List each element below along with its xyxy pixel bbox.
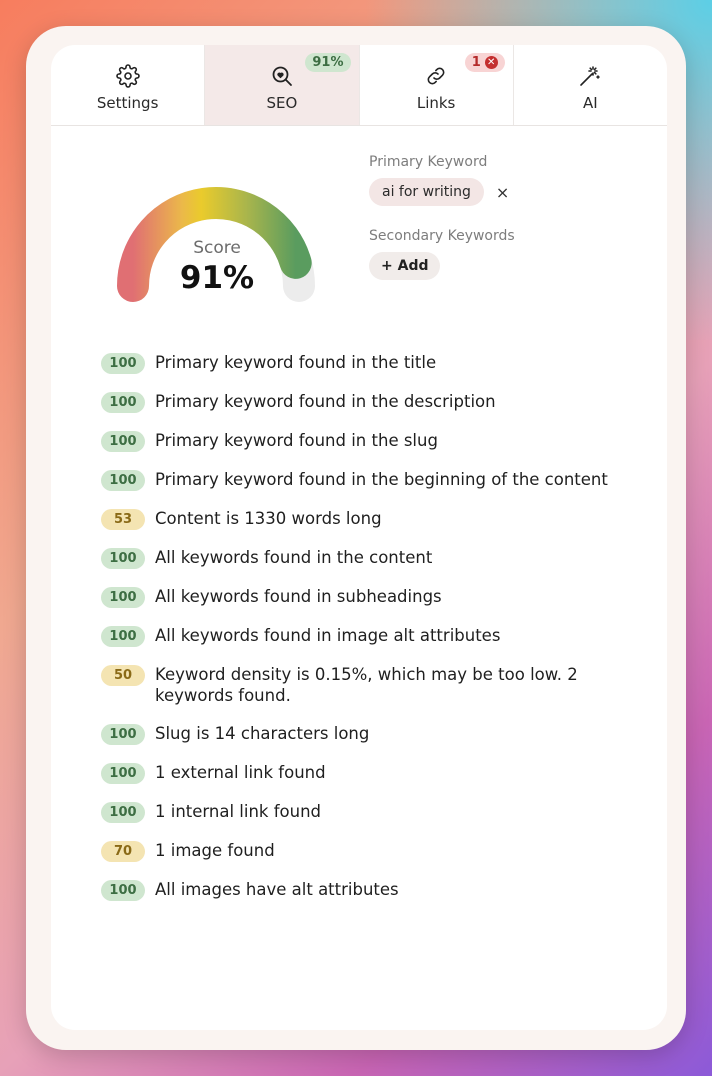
check-score-badge: 50 [101, 665, 145, 686]
tab-ai[interactable] [514, 45, 667, 125]
check-text: Primary keyword found in the slug [155, 431, 438, 450]
check-item [101, 801, 621, 823]
check-item [101, 547, 621, 569]
primary-keyword-label: Primary Keyword [369, 154, 488, 170]
score-title: Score [193, 238, 241, 258]
check-score-badge: 100 [101, 392, 145, 413]
check-text: All keywords found in the content [155, 548, 433, 567]
secondary-keywords-label: Secondary Keywords [369, 228, 515, 244]
check-item [101, 469, 621, 491]
check-text: All keywords found in image alt attributes [155, 626, 501, 645]
check-item [101, 840, 621, 862]
check-text: 1 internal link found [155, 802, 322, 821]
check-item [101, 879, 621, 901]
tab-settings-label: Settings [96, 94, 159, 112]
check-score-badge: 100 [101, 880, 145, 901]
gear-icon [116, 64, 140, 88]
check-score-badge: 100 [101, 802, 145, 823]
check-text: Primary keyword found in the description [155, 392, 496, 411]
check-text: 1 external link found [155, 763, 326, 782]
check-score-badge: 100 [101, 431, 145, 452]
check-text: Content is 1330 words long [155, 509, 382, 528]
check-score-badge: 100 [101, 470, 145, 491]
check-score-badge: 100 [101, 353, 145, 374]
check-item [101, 625, 621, 647]
check-item [101, 391, 621, 413]
check-item [101, 762, 621, 784]
check-score-badge: 100 [101, 724, 145, 745]
check-item [101, 723, 621, 745]
magic-wand-icon [578, 64, 602, 88]
tab-settings[interactable] [51, 45, 205, 125]
check-text: Primary keyword found in the title [155, 353, 437, 372]
tab-links[interactable] [360, 45, 514, 125]
tab-bar [51, 45, 667, 126]
check-text: All images have alt attributes [155, 880, 399, 899]
check-score-badge: 100 [101, 626, 145, 647]
check-text: Primary keyword found in the beginning of the content [155, 470, 608, 489]
check-text: Keyword density is 0.15%, which may be too low. 2 keywords found. [155, 665, 578, 705]
check-text: All keywords found in subheadings [155, 587, 442, 606]
score-section [51, 126, 667, 326]
tab-seo[interactable] [205, 45, 359, 125]
check-score-badge: 53 [101, 509, 145, 530]
links-error-count: 1 [471, 55, 481, 70]
score-value: 91% [179, 260, 255, 296]
error-x-icon: ✕ [485, 56, 498, 69]
device-frame [26, 26, 686, 1050]
check-item [101, 430, 621, 452]
check-item [101, 586, 621, 608]
keywords-block [369, 154, 515, 280]
check-score-badge: 100 [101, 587, 145, 608]
tab-ai-label: AI [583, 94, 598, 112]
check-item [101, 352, 621, 374]
check-score-badge: 70 [101, 841, 145, 862]
add-secondary-keyword-button[interactable]: + Add [369, 252, 440, 280]
check-score-badge: 100 [101, 548, 145, 569]
primary-keyword-row [369, 178, 515, 206]
check-item [101, 664, 621, 706]
remove-keyword-button[interactable]: × [495, 182, 510, 202]
seo-checklist [101, 352, 621, 918]
tab-links-label: Links [416, 94, 456, 112]
check-text: 1 image found [155, 841, 275, 860]
check-item [101, 508, 621, 530]
tab-seo-label: SEO [266, 94, 298, 112]
seo-panel [51, 45, 667, 1030]
seo-score-badge: 91% [305, 53, 350, 72]
links-error-badge [465, 53, 505, 72]
primary-keyword-chip[interactable]: ai for writing [369, 178, 484, 206]
check-score-badge: 100 [101, 763, 145, 784]
check-text: Slug is 14 characters long [155, 724, 370, 743]
link-icon [424, 64, 448, 88]
search-heart-icon [270, 64, 294, 88]
